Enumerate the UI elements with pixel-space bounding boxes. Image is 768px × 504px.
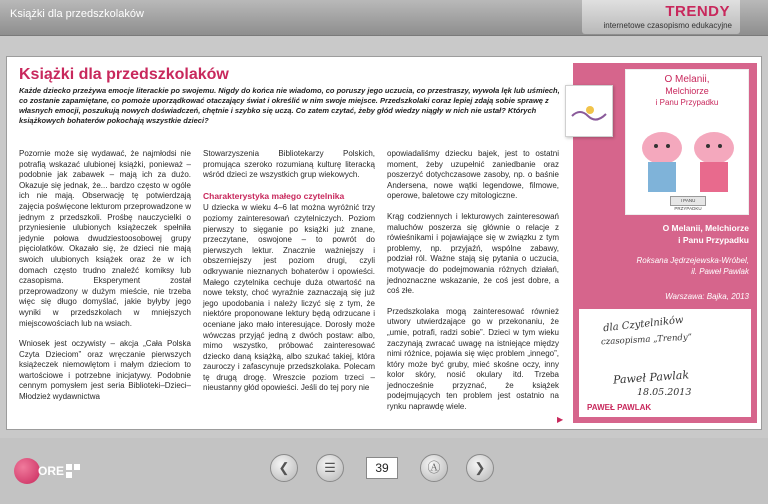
- book-illustrator: il. Paweł Pawlak: [691, 267, 749, 276]
- text-size-button[interactable]: [420, 454, 448, 482]
- cover-illustration: [626, 108, 748, 200]
- chevron-right-icon: ❯: [474, 460, 486, 475]
- paragraph: U dziecka w wieku 4–6 lat można wyróżnić trzy poziomy zainteresowań czytelniczych. Poziom pierwszy to sięganie po książki już znane, przeczytane, oswojone – to powrót do pierwszych lektur. Znacznie ważniejszy i obszerniejszy jest poziom drugi, czyli odkrywanie nieznanych bohaterów i opowieści. Małego czytelnika cechuje duża otwartość na nowe teksty, choć wyraźnie zaznaczają się już jego upodobania i należy liczyć się z tym, że niektóre proponowane lektury będą odrzucane i oceniane jako mało interesujące. Dorosły może wówczas przyjąć jedną z dwóch postaw: albo, mimo wszystko, próbować zainteresować dziecko daną książką, albo szukać takiej, która zauroczy i zafascynuje przedszkolaka. Polecam tę drugą drogę. Wreszcie poziom trzeci – nieustanny głód opowieści. Jeśli do tej pory nie: [203, 203, 375, 393]
- column-1: [19, 149, 191, 413]
- chevron-left-icon: ❮: [278, 460, 290, 475]
- previous-page-button[interactable]: [270, 454, 298, 482]
- paragraph: opowiadaliśmy dziecku bajek, jest to ostatni moment, żeby uzupełnić zaniedbanie oraz poszerzyć dotychczasowe zasoby, np. o baśnie Andersena, nowe wątki legendowe, filmowe, operowe, baletowe czy mitologiczne.: [387, 149, 559, 201]
- bottom-bar: [0, 438, 768, 504]
- paragraph: Przedszkolaka mogą zainteresować również utwory utwierdzające go w przekonaniu, że „umie, potrafi, radzi sobie”. Dzieci w tym wieku zaczynają zwracać uwagę na istniejące między nimi różnice, pojawia się więc problem „innego”, który może być gruby, mieć skośne oczy, inny kolor skóry, nosić okulary itd. Trzeba jednocześnie przyznać, że książek podejmujących ten problem jest ostatnio na rynku naprawdę wiele.: [387, 306, 559, 412]
- tagline: internetowe czasopismo edukacyjne: [603, 21, 732, 30]
- autograph: [579, 309, 751, 417]
- ore-logo[interactable]: [14, 456, 78, 486]
- paragraph: Krąg codziennych i lekturowych zainteresowań maluchów poszerza się głównie o relacje z rówieśnikami i pojawiające się w związku z tym problemy, np. przyjaźń, wspólne zabawy, podział ról. Ważne stają się pytania o uczucia, motywacje do podejmowania różnych działań, jednoznaczne wskazanie, że coś jest dobre, a coś złe.: [387, 211, 559, 296]
- table-of-contents-button[interactable]: [316, 454, 344, 482]
- article-page: [6, 56, 762, 430]
- handwritten-line: dla Czytelników: [602, 314, 685, 335]
- book-title: i Panu Przypadku: [678, 235, 749, 245]
- column-3: [387, 149, 559, 423]
- article-title: Książki dla przedszkolaków: [19, 66, 229, 83]
- list-icon: ☰: [324, 460, 336, 475]
- reviewer-name: PAWEŁ PAWLAK: [587, 403, 652, 412]
- cover-plaque: I PANU PRZYPADKU: [670, 196, 706, 206]
- article-lead: Każde dziecko przeżywa emocje literackie po swojemu. Nigdy do końca nie wiadomo, co poruszy jego uczucia, co przestraszy, wywoła lęk lub uśmiech, co zostanie zapamiętane, co pomoże uporządkować otaczający świat i określić w nim swoje miejsce. Przedszkolaki coraz lepiej zdają sobie sprawę z własnych emocji, poszukują nowych doświadczeń, chętnie i szybko się uczą. Co zatem czytać, żeby głód wiedzy niągły w nich nie ustał? Których książkowych bohaterów pokochają wszystkie dzieci?: [19, 86, 560, 125]
- cover-subtitle: i Panu Przypadku: [655, 98, 719, 107]
- ore-logo-text: ORE: [38, 464, 65, 478]
- section-title: Książki dla przedszkolaków: [10, 8, 144, 20]
- logo-text: TRENDY: [665, 3, 730, 20]
- handwritten-signature: Paweł Pawlak: [612, 368, 690, 387]
- page-number: 39: [366, 457, 398, 479]
- paragraph: Stowarzyszenia Bibliotekarzy Polskich, promująca szeroko rozumianą kulturę literacką wśród dzieci ze wszystkich grup wiekowych.: [203, 149, 375, 180]
- top-bar: [0, 0, 768, 36]
- cover-title: O Melanii,: [664, 74, 710, 85]
- book-author: Roksana Jędrzejewska-Wróbel,: [636, 256, 749, 265]
- brand-logo[interactable]: [582, 0, 740, 34]
- handwritten-date: 18.05.2013: [637, 387, 692, 398]
- book-title: O Melanii, Melchiorze: [662, 223, 749, 233]
- cover-title: Melchiorze: [665, 86, 709, 96]
- paragraph: Pozornie może się wydawać, że najmłodsi nie potrafią wskazać ulubionej książki, ponieważ – podobnie jak zabawek – mają ich za dużo. Okazuje się jednak, że... bardzo często w ogóle ich nie mają. Obserwację tę potwierdzają zajęcia poświęcone lekturom przeprowadzone w jednym z przedszkoli. Prośbę nauczycielki o przyniesienie ulubionych książeczek spełniła jedynie połowa dwudziestoosobowej grupy pięciolatków. Okazało się, że dzieci nie mają swoich ulubionych książek oraz że w ich domach często trudno znaleźć komiksy lub czasopisma. Eksperyment został przeprowadzony w dużym mieście, nie trzeba więc się długo domyślać, jakie byłyby jego wyniki w przedszkolach w mniejszych miejscowościach lub na wsiach.: [19, 149, 191, 328]
- signature-thumbnail[interactable]: [565, 85, 613, 137]
- handwritten-line: czasopisma „Trendy”: [600, 332, 693, 348]
- section-heading: Charakterystyka małego czytelnika: [203, 190, 345, 201]
- continue-arrow-icon[interactable]: ▶: [557, 415, 564, 424]
- book-panel: [573, 63, 757, 423]
- ore-logo-mark: [14, 458, 40, 484]
- ore-logo-squares: [66, 464, 80, 478]
- book-publisher: Warszawa: Bajka, 2013: [665, 292, 749, 301]
- font-icon: Ⓐ: [427, 460, 441, 475]
- paragraph: Wniosek jest oczywisty – akcja „Cała Polska Czyta Dzieciom” oraz wręczanie pierwszych książeczek niemowlętom i małym dzieciom to wartościowe i potrzebne inicjatywy. Podobnie cennym pomysłem jest seria Biblioteki–Dzieci–Młodzież wydawnictwa: [19, 339, 191, 402]
- book-cover[interactable]: [625, 69, 749, 215]
- next-page-button[interactable]: [466, 454, 494, 482]
- column-2: [203, 149, 375, 404]
